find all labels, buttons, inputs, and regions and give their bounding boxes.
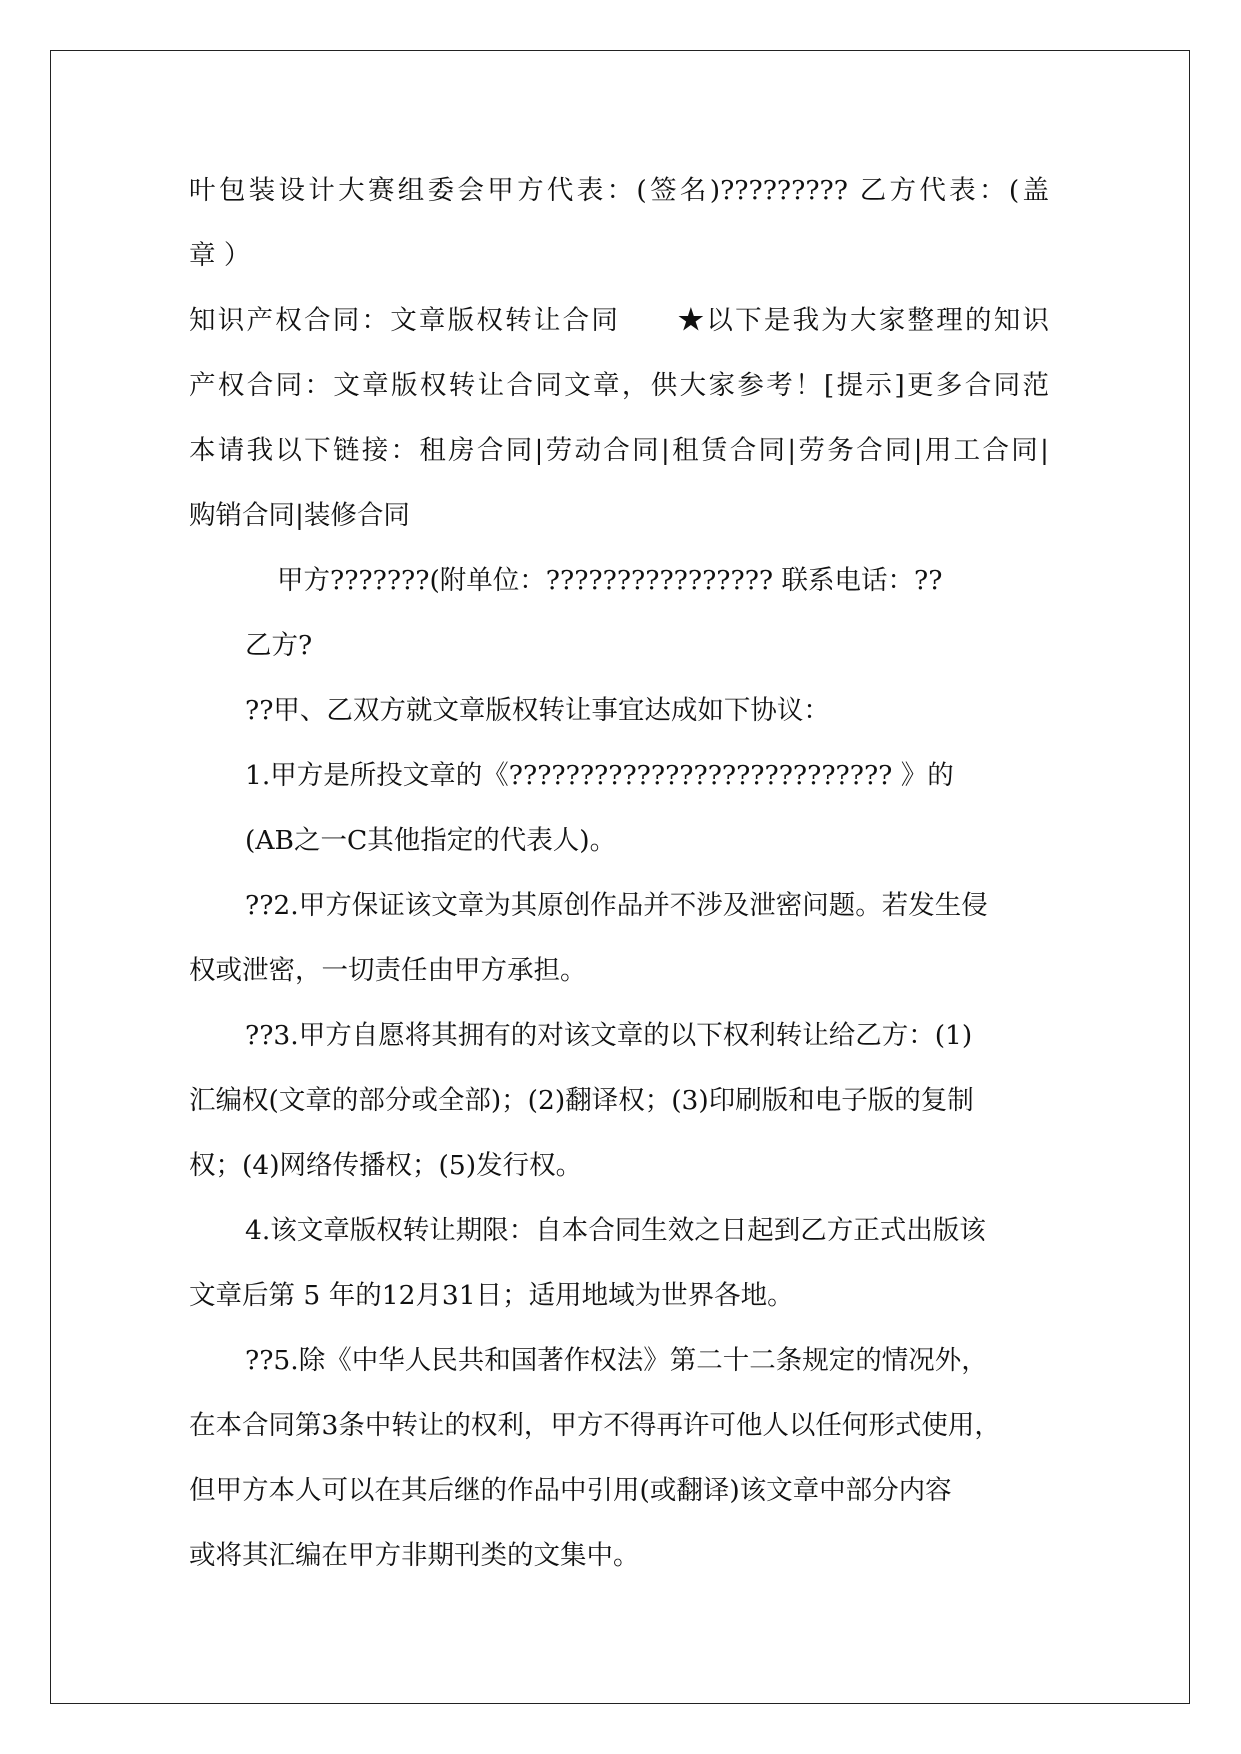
text-line: ??甲、乙双方就文章版权转让事宜达成如下协议： [245, 695, 830, 726]
text-line: 购销合同|装修合同 [189, 500, 410, 531]
text-line: 但甲方本人可以在其后继的作品中引用(或翻译)该文章中部分内容 [189, 1475, 952, 1506]
text-line: ??3.甲方自愿将其拥有的对该文章的以下权利转让给乙方：(1) [245, 1020, 973, 1051]
text-line: 产权合同：文章版权转让合同文章，供大家参考！[提示]更多合同范 [189, 370, 1049, 401]
text-line: ??5.除《中华人民共和国著作权法》第二十二条规定的情况外， [245, 1345, 988, 1376]
text-line: 1.甲方是所投文章的《??????????????????????????? 》的 [245, 760, 954, 791]
text-line: ??2.甲方保证该文章为其原创作品并不涉及泄密问题。若发生侵 [245, 890, 988, 921]
text-line: 在本合同第3条中转让的权利，甲方不得再许可他人以任何形式使用， [189, 1410, 1001, 1441]
text-line: 权或泄密，一切责任由甲方承担。 [189, 955, 587, 986]
text-line: 甲方???????(附单位：???????????????? 联系电话：?? [277, 565, 943, 596]
text-line: 权；(4)网络传播权；(5)发行权。 [189, 1150, 583, 1181]
text-line: 文章后第 5 年的12月31日；适用地域为世界各地。 [189, 1280, 794, 1311]
text-line: 或将其汇编在甲方非期刊类的文集中。 [189, 1540, 640, 1571]
text-line: 知识产权合同：文章版权转让合同 ★以下是我为大家整理的知识 [189, 305, 1049, 336]
text-line: (AB之一C其他指定的代表人)。 [245, 825, 617, 856]
text-line: 章 ） [189, 240, 251, 271]
text-line: 汇编权(文章的部分或全部)；(2)翻译权；(3)印刷版和电子版的复制 [189, 1085, 974, 1116]
text-line: 乙方? [245, 630, 313, 661]
text-line: 本请我以下链接：租房合同|劳动合同|租赁合同|劳务合同|用工合同| [189, 435, 1049, 466]
document-body [189, 158, 1059, 1588]
text-line: 叶包装设计大赛组委会甲方代表：(签名)????????? 乙方代表：(盖 [189, 175, 1049, 206]
text-line: 4.该文章版权转让期限：自本合同生效之日起到乙方正式出版该 [245, 1215, 986, 1246]
